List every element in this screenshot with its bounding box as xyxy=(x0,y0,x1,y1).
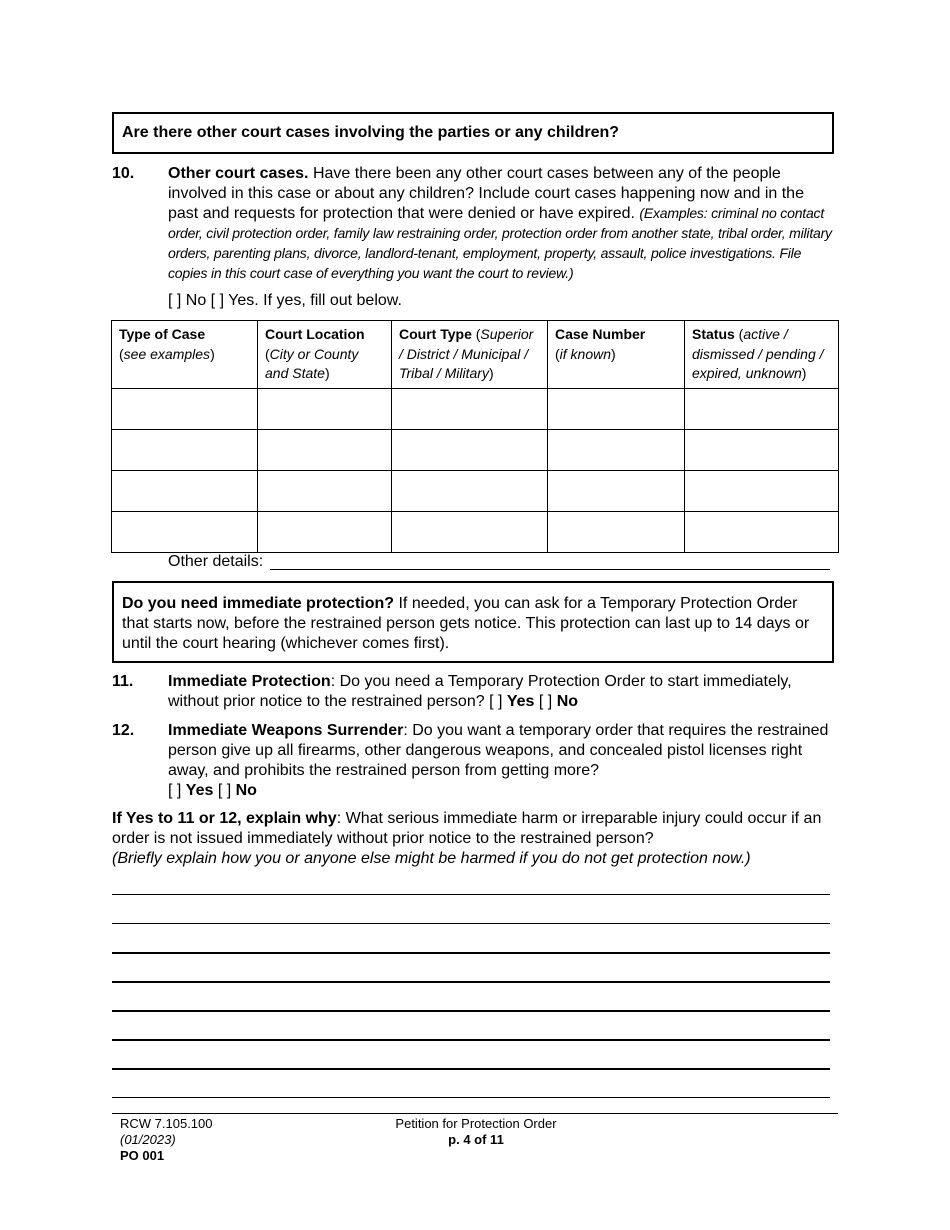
section-heading-other-cases xyxy=(112,112,834,154)
answer-line[interactable] xyxy=(112,1068,830,1070)
footer-rcw: RCW 7.105.100 xyxy=(120,1116,213,1131)
answer-line[interactable] xyxy=(112,894,830,895)
answer-line[interactable] xyxy=(112,923,830,924)
examples-text: : criminal no contact order, civil protection order, family law restraining order, protection order from another state, tribal order, military orders, parenting plans, divorce, landlord-tenant, employment, property, assault, police investigations. File copies in this court case of everything you want the court to review.) xyxy=(168,205,832,281)
item-text: Have there been any other court cases between any of the people involved in this case or about any children? Include court cases happening now and in the past and requests for protection that were denied or have expired. xyxy=(168,165,804,222)
explain-block xyxy=(112,809,838,869)
no-checkbox-label[interactable]: No xyxy=(556,693,579,710)
item-title: Immediate Protection xyxy=(168,673,331,690)
header-court-type: Court Type (Superior / District / Municipal / Tribal / Military) xyxy=(392,321,548,389)
section-heading-text: If needed, you can ask for a Temporary Protection Order that starts now, before the restrained person gets notice. This protection can last up to 14 days or until the court hearing (whichever comes first). xyxy=(122,595,810,652)
table-cell[interactable] xyxy=(685,388,839,429)
section-heading-immediate-protection xyxy=(112,581,834,663)
section-heading-bold: Do you need immediate protection? xyxy=(122,595,395,612)
table-cell[interactable] xyxy=(258,511,392,552)
table-cell[interactable] xyxy=(685,511,839,552)
table-cell[interactable] xyxy=(392,470,548,511)
answer-line[interactable] xyxy=(112,1039,830,1041)
examples-label: (Examples xyxy=(639,205,704,221)
table-cell[interactable] xyxy=(258,470,392,511)
table-cell[interactable] xyxy=(548,429,685,470)
table-cell[interactable] xyxy=(112,388,258,429)
other-details-label: Other details: xyxy=(168,553,264,570)
table-cell[interactable] xyxy=(392,388,548,429)
answer-line[interactable] xyxy=(112,952,830,954)
table-cell[interactable] xyxy=(548,511,685,552)
table-cell[interactable] xyxy=(685,429,839,470)
header-case-number: Case Number (if known) xyxy=(548,321,685,389)
item-number: 10. xyxy=(112,165,135,182)
footer-form-number: PO 001 xyxy=(120,1148,165,1163)
no-checkbox-label[interactable]: No xyxy=(235,782,257,799)
no-checkbox[interactable]: [ ] xyxy=(213,782,236,799)
table-cell[interactable] xyxy=(392,429,548,470)
footer-center xyxy=(376,1116,576,1148)
table-header-row xyxy=(112,321,839,389)
header-status: Status (active / dismissed / pending / expired, unknown) xyxy=(685,321,839,389)
table-cell[interactable] xyxy=(392,511,548,552)
footer-left xyxy=(120,1116,213,1164)
explain-text: : What serious immediate harm or irreparable injury could occur if an order is not issued immediately without prior notice to the restrained person? xyxy=(112,810,822,847)
item-title: Immediate Weapons Surrender xyxy=(168,722,404,739)
page-footer xyxy=(112,1113,838,1163)
answer-line[interactable] xyxy=(112,1010,830,1012)
explain-heading: If Yes to 11 or 12, explain why xyxy=(112,810,337,827)
table-cell[interactable] xyxy=(548,388,685,429)
item-number: 11. xyxy=(112,673,134,690)
item-text: : Do you need a Temporary Protection Order to start immediately, without prior notice to the restrained person? [ ] xyxy=(168,673,792,710)
answer-line[interactable] xyxy=(112,981,830,983)
no-checkbox[interactable]: [ ] xyxy=(534,693,557,710)
table-row xyxy=(112,470,839,511)
footer-page-number: p. 4 of 11 xyxy=(448,1132,504,1147)
yes-checkbox-label[interactable]: Yes xyxy=(185,782,214,799)
other-details-line[interactable] xyxy=(270,569,830,570)
footer-title: Petition for Protection Order xyxy=(395,1116,557,1131)
item-number: 12. xyxy=(112,722,135,739)
yes-checkbox[interactable]: [ ] xyxy=(168,782,186,799)
item-10-body xyxy=(168,164,838,284)
table-cell[interactable] xyxy=(258,429,392,470)
table-row xyxy=(112,511,839,552)
table-cell[interactable] xyxy=(685,470,839,511)
table-row xyxy=(112,388,839,429)
court-cases-table xyxy=(111,320,839,553)
table-cell[interactable] xyxy=(548,470,685,511)
explain-instruction: (Briefly explain how you or anyone else might be harmed if you do not get protection now.) xyxy=(112,850,751,867)
yes-no-checkboxes[interactable]: [ ] No [ ] Yes. If yes, fill out below. xyxy=(168,292,402,309)
item-text: : Do you want a temporary order that requires the restrained person give up all firearms, other dangerous weapons, and concealed pistol licenses right away, and prohibits the restrained person from getting more? xyxy=(168,722,829,779)
table-cell[interactable] xyxy=(112,429,258,470)
answer-line[interactable] xyxy=(112,1097,830,1098)
item-title: Other court cases. xyxy=(168,165,309,182)
footer-date: (01/2023) xyxy=(120,1132,176,1147)
table-cell[interactable] xyxy=(112,511,258,552)
header-type-of-case: Type of Case (see examples) xyxy=(112,321,258,389)
section-heading-text: Are there other court cases involving the parties or any children? xyxy=(122,124,620,141)
table-cell[interactable] xyxy=(112,470,258,511)
header-court-location: Court Location (City or County and State) xyxy=(258,321,392,389)
table-row xyxy=(112,429,839,470)
yes-checkbox-label[interactable]: Yes xyxy=(506,693,535,710)
table-cell[interactable] xyxy=(258,388,392,429)
